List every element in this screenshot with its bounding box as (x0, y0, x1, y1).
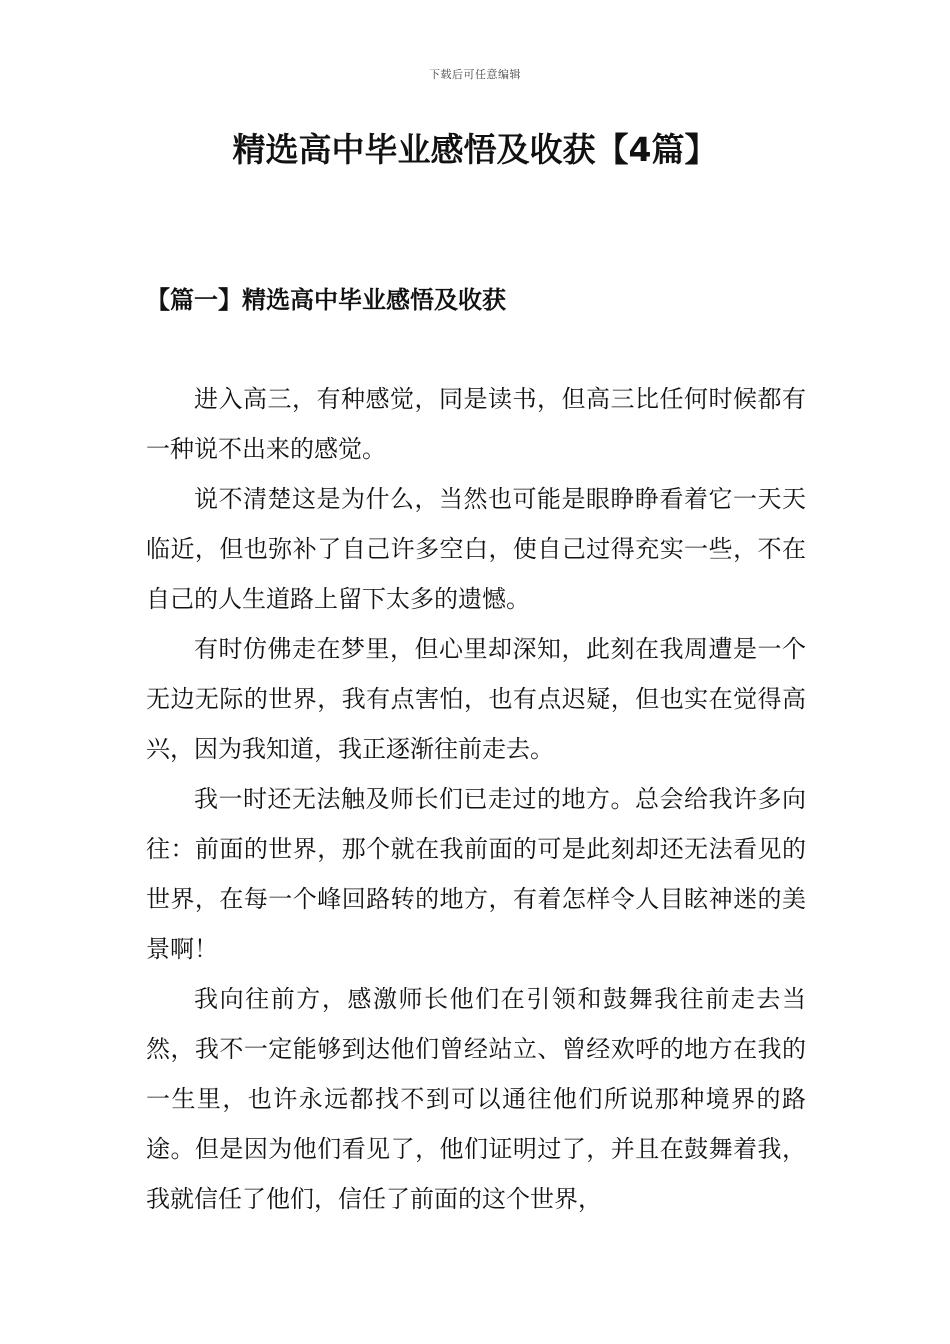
section-heading: 【篇一】精选高中毕业感悟及收获 (146, 285, 506, 314)
paragraph: 我向往前方，感激师长他们在引领和鼓舞我往前走去当然，我不一定能够到达他们曾经站立、曾经欢呼的地方在我的一生里，也许永远都找不到可以通往他们所说那种境界的路途。但是因为他们看见了，他们证明过了，并且在鼓舞着我，我就信任了他们，信任了前面的这个世界， (146, 985, 806, 1213)
paragraph: 我一时还无法触及师长们已走过的地方。总会给我许多向往：前面的世界，那个就在我前面的可是此刻却还无法看见的世界，在每一个峰回路转的地方，有着怎样令人目眩神迷的美景啊！ (146, 785, 806, 963)
paragraph: 说不清楚这是为什么，当然也可能是眼睁睁看着它一天天临近，但也弥补了自己许多空白，使自己过得充实一些，不在自己的人生道路上留下太多的遗憾。 (146, 485, 806, 613)
paragraph: 有时仿佛走在梦里，但心里却深知，此刻在我周遭是一个无边无际的世界，我有点害怕，也有点迟疑，但也实在觉得高兴，因为我知道，我正逐渐往前走去。 (146, 635, 806, 763)
paragraph: 进入高三，有种感觉，同是读书，但高三比任何时候都有一种说不出来的感觉。 (146, 385, 806, 463)
header-note: 下载后可任意编辑 (429, 68, 521, 81)
document-title: 精选高中毕业感悟及收获【4篇】 (232, 130, 718, 169)
body-text (146, 374, 806, 1224)
